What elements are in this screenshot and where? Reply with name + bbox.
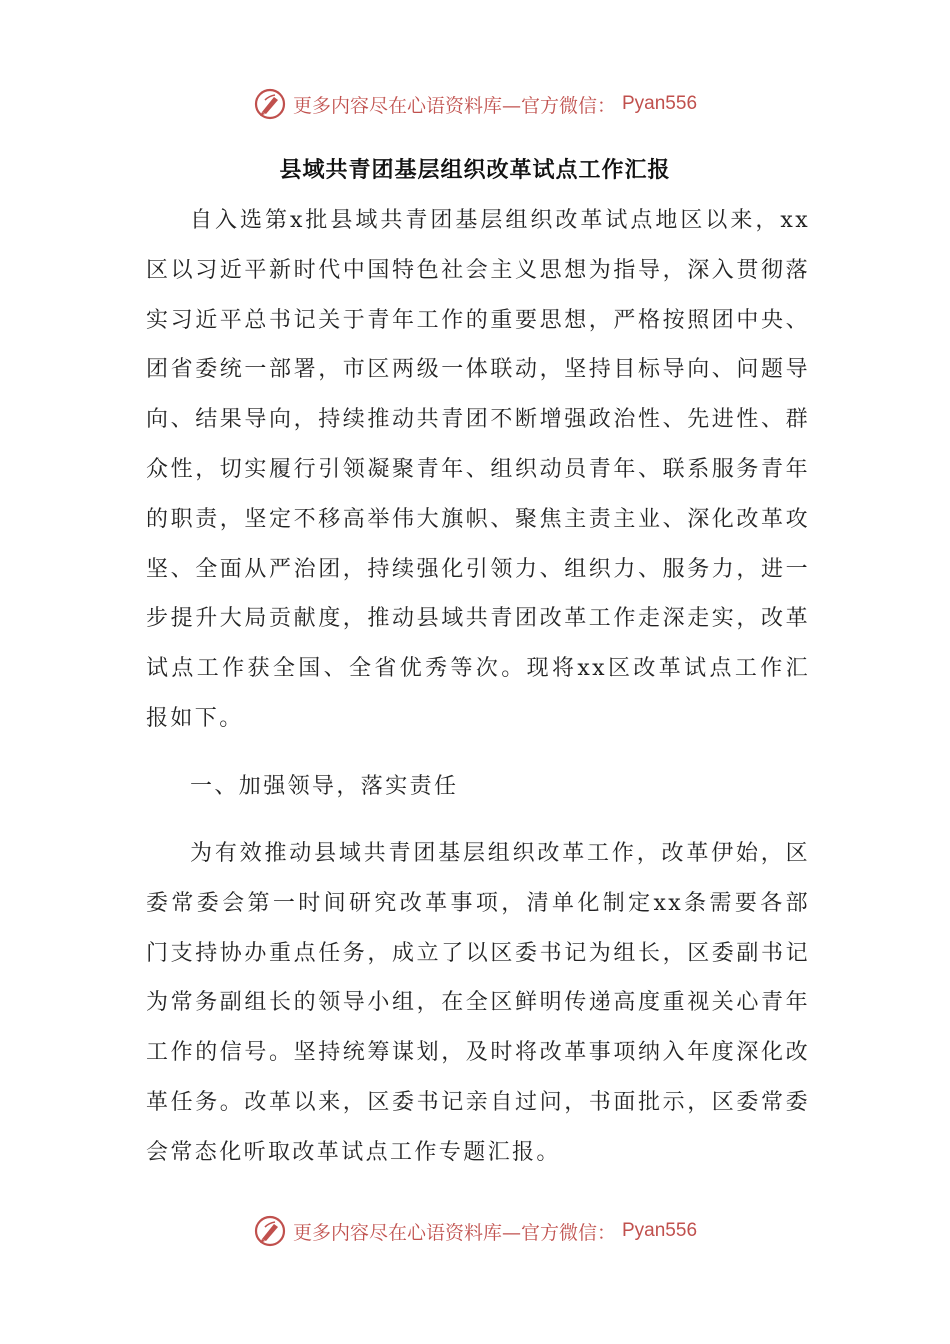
watermark-footer bbox=[0, 1211, 950, 1251]
watermark-text: 更多内容尽在心语资料库—官方微信： bbox=[292, 94, 616, 117]
watermark-text: 更多内容尽在心语资料库—官方微信： bbox=[292, 1221, 616, 1244]
pen-nib-logo-icon bbox=[253, 87, 287, 121]
watermark-wechat-id: Pyan556 bbox=[622, 1220, 698, 1241]
body-paragraph: 自入选第x批县域共青团基层组织改革试点地区以来，xx区以习近平新时代中国特色社会主义思想为指导，深入贯彻落实习近平总书记关于青年工作的重要思想，严格按照团中央、团省委统一部署，市区两级一体联动，坚持目标导向、问题导向、结果导向，持续推动共青团不断增强政治性、先进性、群众性，切实履行引领凝聚青年、组织动员青年、联系服务青年的职责，坚定不移高举伟大旗帜、聚焦主责主业、深化改革攻坚、全面从严治团，持续强化引领力、组织力、服务力，进一步提升大局贡献度，推动县域共青团改革工作走深走实，改革试点工作获全国、全省优秀等次。现将xx区改革试点工作汇报如下。 bbox=[146, 208, 810, 731]
document-title: 县域共青团基层组织改革试点工作汇报 bbox=[279, 157, 671, 183]
body-paragraph: 为有效推动县域共青团基层组织改革工作，改革伊始，区委常委会第一时间研究改革事项，清单化制定xx条需要各部门支持协办重点任务，成立了以区委书记为组长，区委副书记为常务副组长的领导小组，在全区鲜明传递高度重视关心青年工作的信号。坚持统筹谋划，及时将改革事项纳入年度深化改革任务。改革以来，区委书记亲自过问，书面批示，区委常委会常态化听取改革试点工作专题汇报。 bbox=[146, 841, 810, 1165]
section-heading: 一、加强领导，落实责任 bbox=[190, 774, 459, 799]
pen-nib-logo-icon bbox=[253, 1214, 287, 1248]
watermark-wechat-id: Pyan556 bbox=[622, 93, 698, 114]
watermark-header bbox=[0, 84, 950, 124]
